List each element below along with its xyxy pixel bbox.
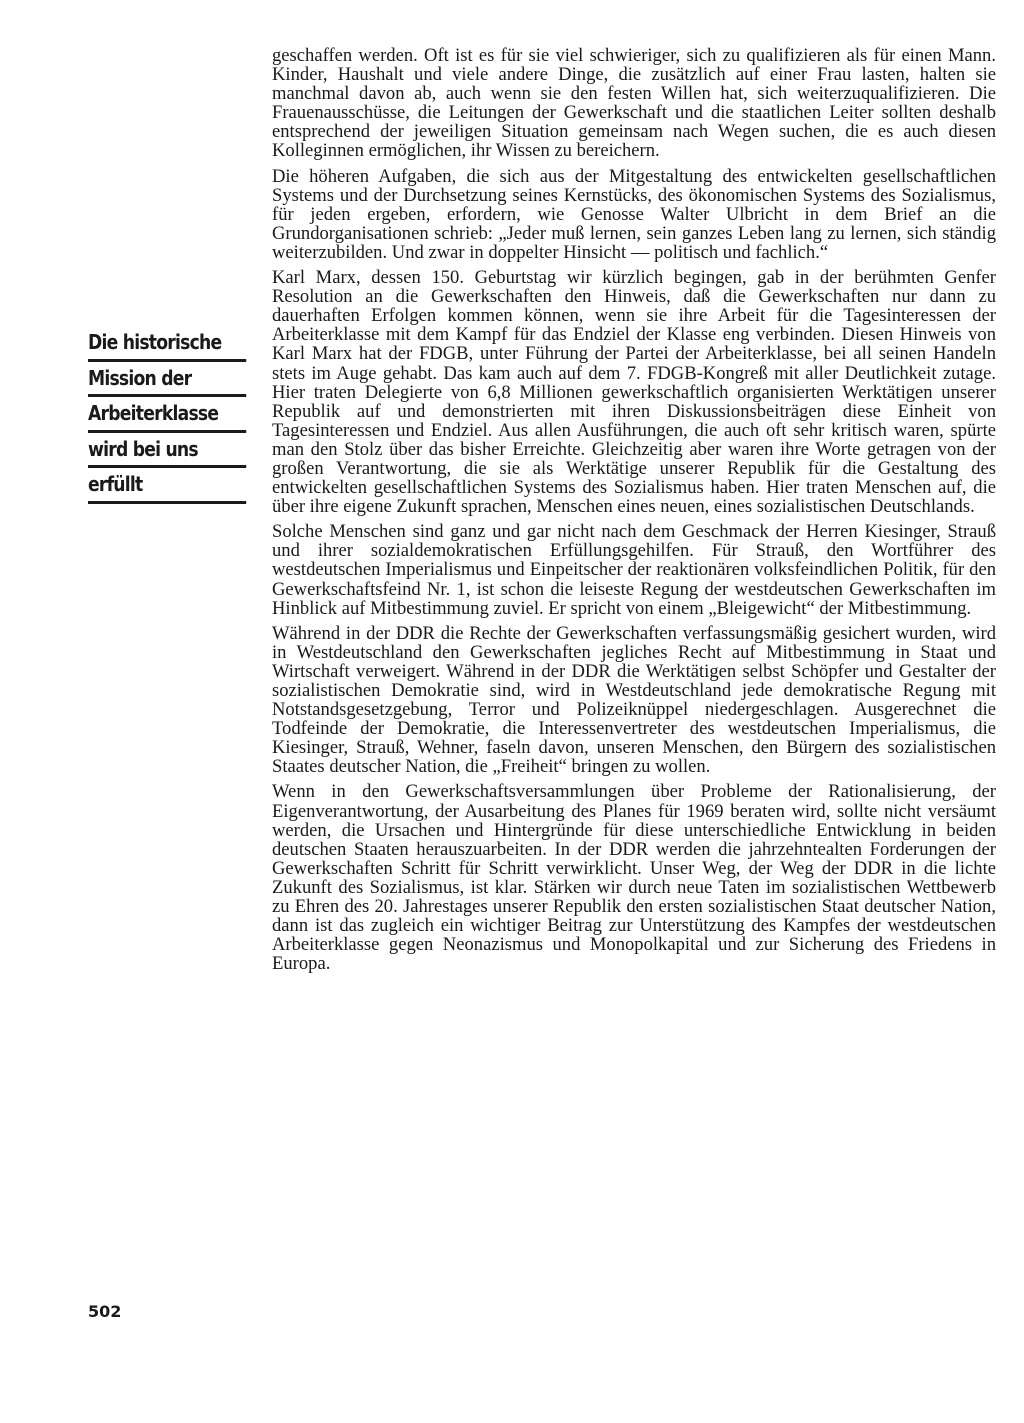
paragraph: Während in der DDR die Rechte der Gewerkschaften verfassungsmäßig gesichert wurden, wird in Westdeutschland den Gewerkschaften jegliches Recht auf Mitbestimmung in Staat und Wirtschaft verweigert. Während in der DDR die Werktätigen selbst Schöpfer und Gestalter der sozialistischen Demokratie sind, wird in Westdeutschland jede demokratische Regung mit Notstandsgesetzgebung, Terror und Polizeiknüppel niedergeschlagen. Ausgerechnet die Todfeinde der Demokratie, die Interessenvertreter des westdeutschen Imperialismus, die Kiesinger, Strauß, Wehner, faseln davon, unseren Menschen, den Bürgern des sozialistischen Staates deutscher Nation, die „Freiheit“ bringen zu wollen. bbox=[272, 622, 996, 778]
body-text-column bbox=[272, 46, 996, 979]
paragraph: Die höheren Aufgaben, die sich aus der Mitgestaltung des entwickelten gesellschaftlichen Systems und der Durchsetzung seines Kernstücks, des ökonomischen Systems des Sozialismus, für jeden ergeben, erfordern, wie Genosse Walter Ulbricht in dem Brief an die Grundorganisationen schrieb: „Jeder muß lernen, sein ganzes Leben lang zu lernen, sich ständig weiterzubilden. Und zwar in doppelter Hinsicht — politisch und fachlich.“ bbox=[272, 165, 996, 263]
paragraph: Wenn in den Gewerkschaftsversammlungen über Probleme der Rationalisierung, der Eigenverantwortung, der Ausarbeitung des Planes für 1969 beraten wird, sollte nicht versäumt werden, die Ursachen und Hintergründe für diese unterschiedliche Entwicklung in beiden deutschen Staaten herauszuarbeiten. In der DDR werden die jahrzehntealten Forderungen der Gewerkschaften Schritt für Schritt verwirklicht. Unser Weg, der Weg der DDR in die lichte Zukunft des Sozialismus, ist klar. Stärken wir durch neue Taten im sozialistischen Wettbewerb zu Ehren des 20. Jahrestages unserer Republik den ersten sozialistischen Staat deutscher Nation, dann ist das zugleich ein wichtiger Beitrag zur Unterstützung des Kampfes der westdeutschen Arbeiterklasse gegen Neonazismus und Monopolkapital und zur Sicherung des Friedens in Europa. bbox=[272, 781, 996, 975]
paragraph: Karl Marx, dessen 150. Geburtstag wir kürzlich begingen, gab in der berühmten Genfer Resolution an die Gewerkschaften den Hinweis, daß die Gewerkschaften nur dann zu dauerhaften Erfolgen kommen können, wenn sie ihre Arbeit für die Tagesinteressen der Arbeiterklasse mit dem Kampf für das Endziel der Klasse eng verbinden. Diesen Hinweis von Karl Marx hat der FDGB, unter Führung der Partei der Arbeiterklasse, bei all seinen Handeln stets im Auge gehabt. Das kam auch auf dem 7. FDGB-Kongreß mit aller Deutlichkeit zutage. Hier traten Delegierte von 6,8 Millionen gewerkschaftlich organisierten Werktätigen unserer Republik auf und demonstrierten mit ihren Diskussionsbeiträgen diese Einheit von Tagesinteressen und Endziel. Aus allen Ausführungen, die auch oft sehr kritisch waren, spürte man den Stolz über das bisher Erreichte. Gleichzeitig aber waren ihre Worte getragen von der großen Verantwortung, die sie als Werktätige unserer Republik für die Gestaltung des entwickelten gesellschaftlichen Systems des Sozialismus haben. Hier traten Menschen auf, die über ihre eigene Zukunft sprachen, Menschen eines neuen, eines sozialistischen Deutschlands. bbox=[272, 267, 996, 518]
margin-heading-line: wird bei uns bbox=[88, 433, 246, 469]
margin-heading-line: erfüllt bbox=[88, 468, 246, 504]
margin-heading-line: Die historische bbox=[88, 326, 246, 362]
paragraph: Solche Menschen sind ganz und gar nicht nach dem Geschmack der Herren Kiesinger, Strauß und ihrer sozialdemokratischen Erfüllungsgehilfen. Für Strauß, den Wortführer des westdeutschen Imperialismus und Einpeitscher der reaktionären volksfeindlichen Politik, für den Gewerkschaftsfeind Nr. 1, ist schon die leiseste Regung der westdeutschen Gewerkschaften im Hinblick auf Mitbestimmung zuviel. Er spricht von einem „Bleigewicht“ der Mitbestimmung. bbox=[272, 521, 996, 619]
margin-heading bbox=[88, 326, 227, 504]
page-number: 502 bbox=[88, 1302, 122, 1321]
margin-heading-line: Mission der bbox=[88, 362, 246, 398]
margin-heading-line: Arbeiterklasse bbox=[88, 397, 246, 433]
paragraph: geschaffen werden. Oft ist es für sie viel schwieriger, sich zu qualifizieren als für einen Mann. Kinder, Haushalt und viele andere Dinge, die zusätzlich auf einer Frau lasten, halten sie manchmal davon ab, auch wenn sie den festen Willen hat, sich weiterzuqualifizieren. Die Frauenausschüsse, die Leitungen der Gewerkschaft und die staatlichen Leiter sollten deshalb entsprechend der jeweiligen Situation gemeinsam nach Wegen suchen, die es auch diesen Kolleginnen ermöglichen, ihr Wissen zu bereichern. bbox=[272, 45, 996, 162]
